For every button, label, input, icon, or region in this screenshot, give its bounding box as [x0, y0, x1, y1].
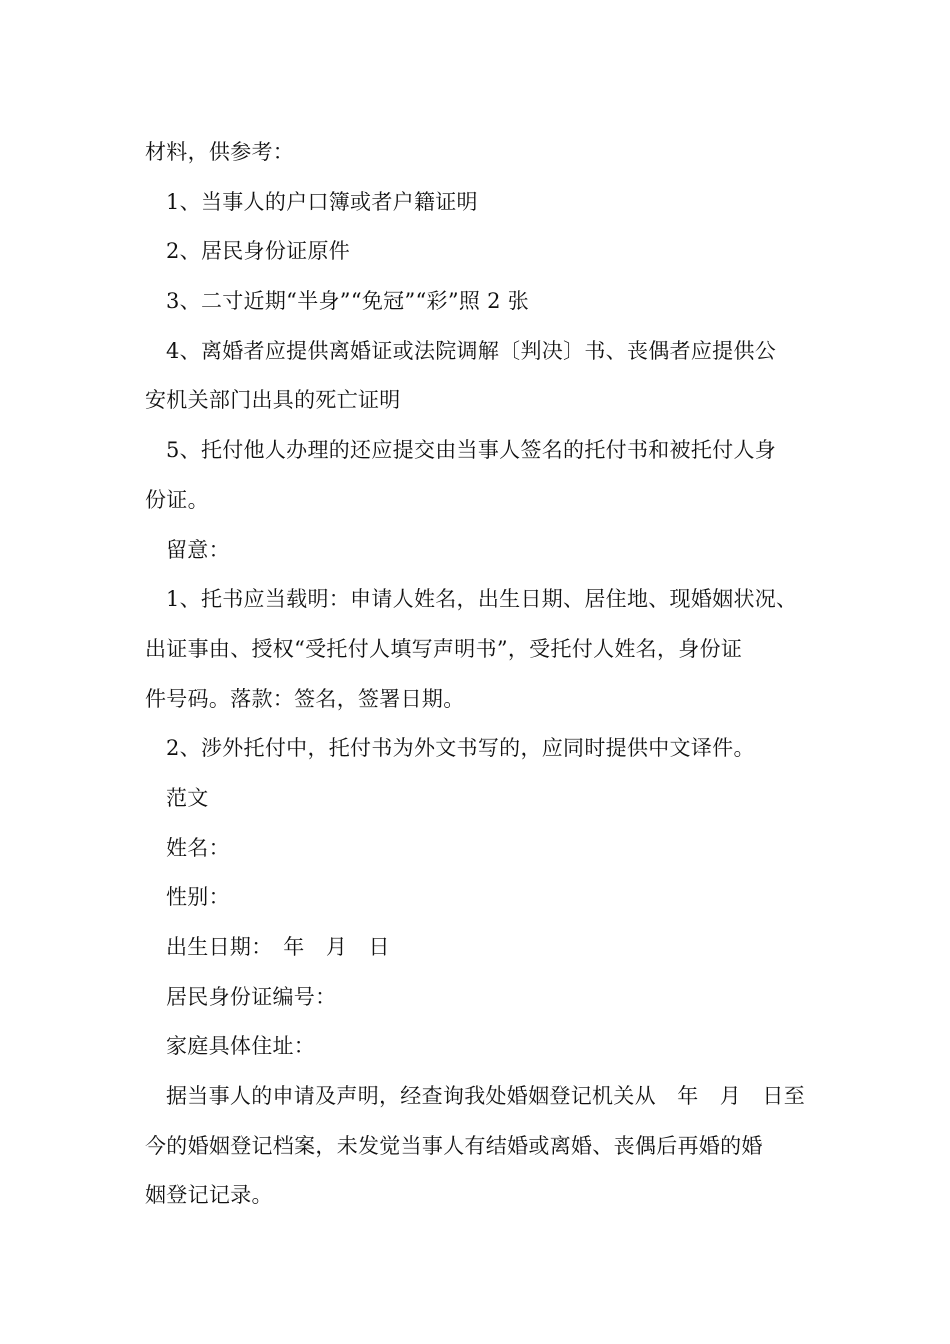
- field-gender: 性别：: [166, 885, 230, 910]
- statement-paragraph-cont-2: 姻登记记录。: [145, 1183, 273, 1208]
- field-birthdate: 出生日期： 年 月 日: [166, 935, 390, 959]
- intro-line: 材料，供参考：: [145, 140, 295, 164]
- notice-item-1-cont-2: 件号码。落款：签名，签署日期。: [145, 686, 465, 711]
- field-name: 姓名：: [166, 835, 230, 860]
- material-item-4-cont: 安机关部门出具的死亡证明: [145, 388, 401, 413]
- statement-paragraph-cont: 今的婚姻登记档案，未发觉当事人有结婚或离婚、丧偶后再婚的婚: [145, 1133, 763, 1158]
- material-item-3: 3、二寸近期“半身”“免冠”“彩”照 2 张: [166, 289, 530, 314]
- document-page: [145, 128, 815, 1221]
- notice-heading: 留意：: [166, 537, 230, 562]
- material-item-5-cont: 份证。: [145, 487, 209, 512]
- notice-item-1: 1、托书应当载明：申请人姓名，出生日期、居住地、现婚姻状况、: [166, 587, 798, 612]
- field-address: 家庭具体住址：: [166, 1034, 316, 1059]
- sample-heading: 范文: [166, 785, 209, 810]
- material-item-5: 5、托付他人办理的还应提交由当事人签名的托付书和被托付人身: [166, 438, 777, 463]
- statement-paragraph: 据当事人的申请及声明，经查询我处婚姻登记机关从 年 月 日至: [166, 1084, 805, 1109]
- field-id-number: 居民身份证编号：: [166, 984, 337, 1009]
- notice-item-1-cont: 出证事由、授权“受托付人填写声明书”，受托付人姓名，身份证: [145, 636, 743, 661]
- material-item-1: 1、当事人的户口簿或者户籍证明: [166, 189, 478, 214]
- material-item-2: 2、居民身份证原件: [166, 239, 351, 264]
- notice-item-2: 2、涉外托付中，托付书为外文书写的，应同时提供中文译件。: [166, 736, 755, 761]
- material-item-4: 4、离婚者应提供离婚证或法院调解〔判决〕书、丧偶者应提供公: [166, 338, 777, 363]
